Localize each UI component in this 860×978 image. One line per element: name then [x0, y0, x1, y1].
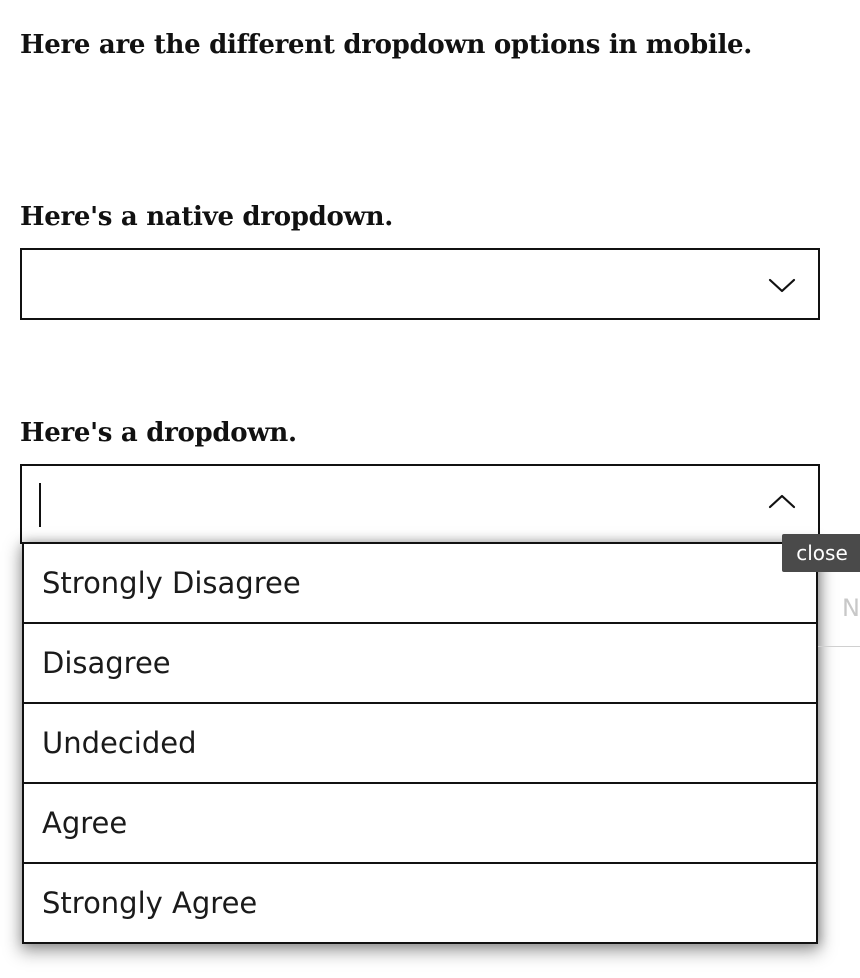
- native-dropdown-label: Here's a native dropdown.: [20, 202, 393, 232]
- background-divider: [818, 646, 860, 647]
- native-dropdown[interactable]: [20, 248, 820, 320]
- option-agree[interactable]: Agree: [24, 784, 816, 864]
- text-cursor: [39, 483, 41, 527]
- option-strongly-disagree[interactable]: Strongly Disagree: [24, 544, 816, 624]
- background-partial-text: N: [842, 594, 860, 622]
- chevron-down-icon: [768, 278, 796, 294]
- option-disagree[interactable]: Disagree: [24, 624, 816, 704]
- custom-dropdown-input[interactable]: [20, 464, 820, 544]
- custom-dropdown-label: Here's a dropdown.: [20, 418, 297, 448]
- dropdown-options-list: [22, 542, 818, 944]
- option-undecided[interactable]: Undecided: [24, 704, 816, 784]
- close-button[interactable]: close: [782, 534, 860, 572]
- option-strongly-agree[interactable]: Strongly Agree: [24, 864, 816, 942]
- chevron-up-icon[interactable]: [768, 493, 796, 509]
- page-heading: Here are the different dropdown options in mobile.: [20, 30, 753, 60]
